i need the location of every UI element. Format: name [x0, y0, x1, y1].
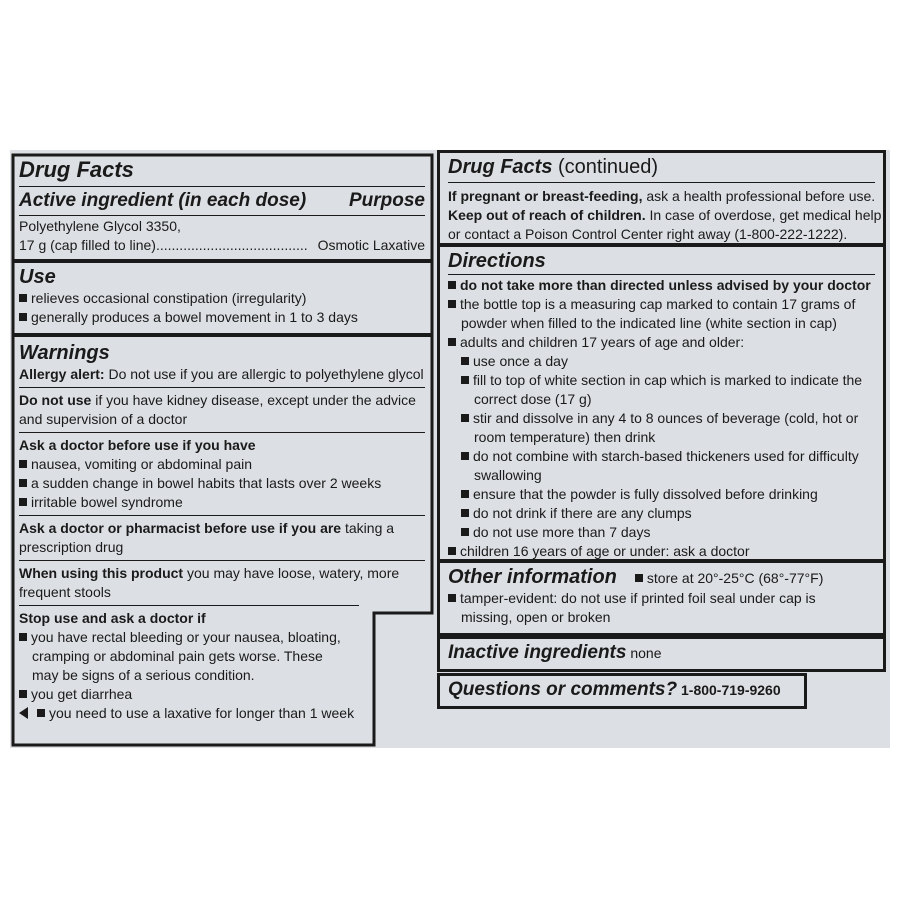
questions-section [437, 673, 807, 709]
bullet-icon [448, 281, 456, 289]
other-info-header [448, 565, 875, 589]
warnings-heading: Warnings [19, 342, 110, 364]
continued-title: Drug Facts (continued) [448, 156, 659, 178]
bullet-icon [461, 509, 469, 517]
storage-item: store at 20°-25°C (68°-77°F) [635, 569, 823, 588]
left-arrow-icon [19, 707, 28, 719]
ask-pharmacist-cont: prescription drug [19, 539, 124, 555]
bullet-icon [37, 709, 45, 717]
ask-doctor-item: a sudden change in bowel habits that lasts over 2 weeks [19, 474, 425, 493]
use-item: relieves occasional constipation (irregularity) [19, 289, 425, 308]
bullet-icon [635, 574, 643, 582]
directions-section [437, 244, 886, 562]
directions-sub-item: fill to top of white section in cap which is marked to indicate the [448, 371, 875, 390]
when-using-cont: frequent stools [19, 584, 111, 600]
directions-sub-item: ensure that the powder is fully dissolved before drinking [448, 485, 875, 504]
bullet-icon [461, 490, 469, 498]
questions-heading: Questions or comments? [448, 679, 678, 700]
divider [19, 215, 425, 216]
ask-doctor-item: irritable bowel syndrome [19, 493, 425, 512]
directions-item: the bottle top is a measuring cap marked to contain 17 grams of [448, 295, 875, 314]
ask-doctor-item: nausea, vomiting or abdominal pain [19, 455, 425, 474]
dot-leader: ....................................... [155, 237, 308, 253]
continued-section [437, 150, 886, 246]
ingredient-purpose: Osmotic Laxative [317, 237, 425, 253]
stop-item: you need to use a laxative for longer than 1 week [19, 704, 425, 723]
active-ingredient-header [19, 189, 425, 213]
divider [19, 387, 425, 388]
bullet-icon [448, 338, 456, 346]
bullet-icon [461, 414, 469, 422]
directions-sub-item-cont: room temperature) then drink [474, 429, 656, 445]
stop-item: you have rectal bleeding or your nausea, bloating, [19, 628, 425, 647]
bullet-icon [461, 357, 469, 365]
do-not-use: Do not use if you have kidney disease, except under the advice [19, 392, 416, 408]
ask-doctor-heading: Ask a doctor before use if you have [19, 437, 256, 453]
directions-sub-item-cont: correct dose (17 g) [474, 391, 592, 407]
divider [19, 560, 425, 561]
active-ingredient-heading: Active ingredient (in each dose) [19, 190, 307, 211]
directions-sub-item-cont: swallowing [474, 467, 542, 483]
drug-facts-panel [11, 153, 434, 747]
purpose-heading: Purpose [348, 190, 425, 211]
bullet-icon [448, 300, 456, 308]
stop-item-cont: cramping or abdominal pain gets worse. These [32, 648, 323, 664]
bullet-icon [19, 479, 27, 487]
divider [448, 182, 875, 183]
ingredient-dose: 17 g (cap filled to line) [19, 237, 156, 253]
bullet-icon [461, 452, 469, 460]
divider [19, 515, 425, 516]
ingredient-name: Polyethylene Glycol 3350, [19, 218, 181, 234]
directions-item: children 16 years of age or under: ask a doctor [448, 542, 875, 561]
bullet-icon [448, 547, 456, 555]
stop-item-cont: may be signs of a serious condition. [32, 667, 255, 683]
other-info-heading: Other information [448, 566, 617, 588]
tamper-item-cont: missing, open or broken [461, 609, 611, 625]
bullet-icon [19, 313, 27, 321]
stop-item: you get diarrhea [19, 685, 425, 704]
when-using: When using this product you may have loose, watery, more [19, 565, 400, 581]
divider [19, 605, 359, 606]
stop-use-heading: Stop use and ask a doctor if [19, 610, 206, 626]
section-divider [13, 333, 432, 337]
use-heading: Use [19, 266, 56, 288]
inactive-text: none [626, 645, 662, 661]
directions-sub-item: do not use more than 7 days [448, 523, 875, 542]
directions-sub-item: do not drink if there are any clumps [448, 504, 875, 523]
other-information-section [437, 560, 886, 636]
divider [19, 186, 425, 187]
directions-sub-item: use once a day [448, 352, 875, 371]
ask-pharmacist: Ask a doctor or pharmacist before use if you are taking a [19, 520, 395, 536]
bullet-icon [19, 294, 27, 302]
inactive-heading: Inactive ingredients [448, 642, 627, 663]
bullet-icon [461, 528, 469, 536]
bullet-icon [19, 498, 27, 506]
drug-facts-continued-panel [437, 150, 889, 712]
directions-item: adults and children 17 years of age and older: [448, 333, 875, 352]
warnings-section [19, 341, 425, 723]
ingredient-dose-row [19, 236, 425, 255]
do-not-use-cont: and supervision of a doctor [19, 411, 188, 427]
use-item: generally produces a bowel movement in 1 to 3 days [19, 308, 425, 327]
allergy-alert: Allergy alert: Do not use if you are allergic to polyethylene glycol [19, 366, 424, 382]
active-ingredient-section [19, 158, 425, 255]
tamper-item: tamper-evident: do not use if printed foil seal under cap is [448, 589, 875, 608]
pregnant-warning: If pregnant or breast-feeding, ask a health professional before use. [448, 188, 876, 204]
poison-control: or contact a Poison Control Center right away (1-800-222-1222). [448, 226, 848, 242]
directions-sub-item: do not combine with starch-based thickeners used for difficulty [448, 447, 875, 466]
questions-phone: 1-800-719-9260 [677, 682, 781, 698]
section-divider [13, 259, 432, 263]
bullet-icon [19, 633, 27, 641]
bullet-icon [19, 460, 27, 468]
directions-heading: Directions [448, 250, 546, 272]
keep-out-of-reach: Keep out of reach of children. In case of overdose, get medical help [448, 207, 882, 223]
use-section [19, 265, 425, 327]
bullet-icon [19, 690, 27, 698]
drug-facts-title: Drug Facts [19, 157, 134, 182]
divider [19, 432, 425, 433]
directions-item: do not take more than directed unless advised by your doctor [448, 276, 875, 295]
directions-sub-item: stir and dissolve in any 4 to 8 ounces of beverage (cold, hot or [448, 409, 875, 428]
bullet-icon [448, 594, 456, 602]
divider [448, 274, 875, 275]
directions-item-cont: powder when filled to the indicated line (white section in cap) [461, 315, 837, 331]
inactive-ingredients-section [437, 636, 886, 672]
bullet-icon [461, 376, 469, 384]
